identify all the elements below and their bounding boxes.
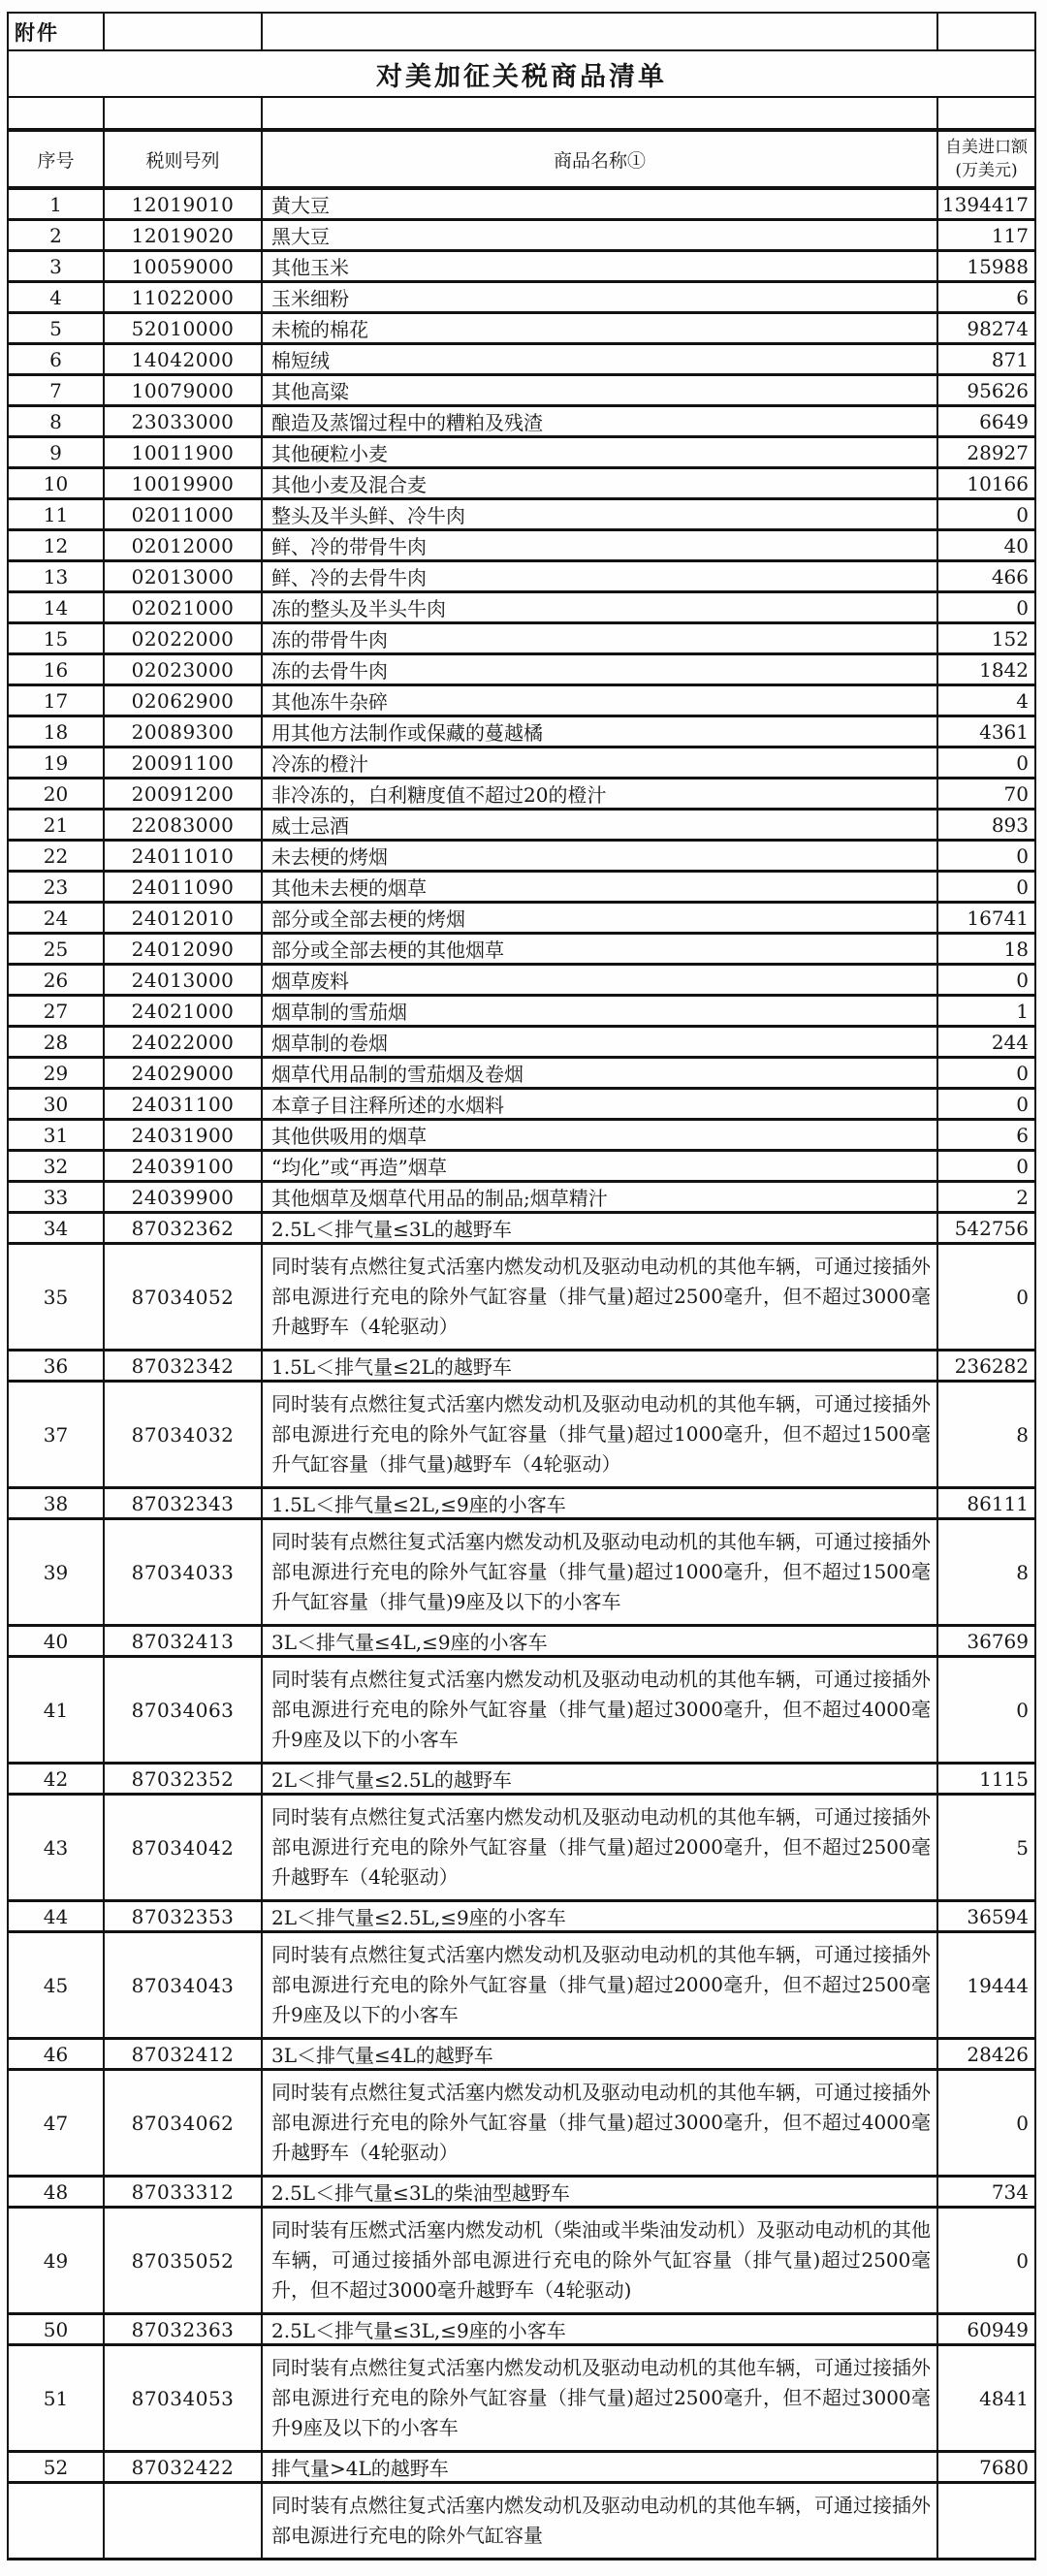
- table-row: [8, 1626, 1035, 1657]
- row-number-cell: 38: [8, 1488, 104, 1519]
- product-name-cell: 玉米细粉: [262, 282, 937, 313]
- table-row: [8, 685, 1035, 716]
- product-name-cell: 同时装有点燃往复式活塞内燃发动机及驱动电动机的其他车辆，可通过接插外部电源进行充电的除外气缸容量: [262, 2483, 937, 2560]
- product-name-cell: 其他高粱: [262, 375, 937, 406]
- import-value-cell: 0: [937, 1151, 1035, 1182]
- row-number-cell: 22: [8, 841, 104, 872]
- row-number-cell: 21: [8, 810, 104, 841]
- row-number-cell: 51: [8, 2345, 104, 2452]
- header-import-value: [937, 130, 1035, 188]
- import-value-cell: 152: [937, 623, 1035, 654]
- tariff-code-cell: 20091100: [104, 747, 262, 779]
- table-row: [8, 437, 1035, 468]
- row-number-cell: 25: [8, 934, 104, 965]
- row-number-cell: 10: [8, 468, 104, 499]
- row-number-cell: 8: [8, 406, 104, 437]
- import-value-cell: 36769: [937, 1626, 1035, 1657]
- tariff-code-cell: 24011090: [104, 872, 262, 903]
- product-name-cell: 冻的带骨牛肉: [262, 623, 937, 654]
- import-value-cell: 18: [937, 934, 1035, 965]
- tariff-code-cell: 20089300: [104, 716, 262, 747]
- table-row: [8, 2070, 1035, 2177]
- header-import-value-line2: (万美元): [955, 161, 1018, 180]
- product-name-cell: 同时装有点燃往复式活塞内燃发动机及驱动电动机的其他车辆，可通过接插外部电源进行充电的除外气缸容量（排气量)超过3000毫升，但不超过4000毫升9座及以下的小客车: [262, 1657, 937, 1764]
- import-value-cell: 15988: [937, 251, 1035, 282]
- tariff-code-cell: 24021000: [104, 996, 262, 1027]
- empty-cell: [937, 13, 1035, 50]
- row-number-cell: 37: [8, 1382, 104, 1488]
- product-name-cell: 非冷冻的，白利糖度值不超过20的橙汁: [262, 779, 937, 810]
- table-row: [8, 1488, 1035, 1519]
- product-name-cell: “均化”或“再造”烟草: [262, 1151, 937, 1182]
- row-number-cell: 27: [8, 996, 104, 1027]
- row-number-cell: 3: [8, 251, 104, 282]
- table-row: [8, 747, 1035, 779]
- table-row: [8, 841, 1035, 872]
- row-number-cell: 11: [8, 499, 104, 530]
- row-number-cell: 41: [8, 1657, 104, 1764]
- import-value-cell: 0: [937, 592, 1035, 623]
- product-name-cell: 冻的去骨牛肉: [262, 654, 937, 685]
- table-row: [8, 2345, 1035, 2452]
- tariff-code-cell: 52010000: [104, 313, 262, 344]
- tariff-code-cell: 87033312: [104, 2177, 262, 2208]
- product-name-cell: 其他小麦及混合麦: [262, 468, 937, 499]
- import-value-cell: 16741: [937, 903, 1035, 934]
- import-value-cell: 1: [937, 996, 1035, 1027]
- row-number-cell: 31: [8, 1120, 104, 1151]
- import-value-cell: 466: [937, 561, 1035, 592]
- table-row: [8, 872, 1035, 903]
- row-number-cell: 32: [8, 1151, 104, 1182]
- import-value-cell: 36594: [937, 1901, 1035, 1932]
- table-row: [8, 1120, 1035, 1151]
- import-value-cell: 1115: [937, 1764, 1035, 1795]
- tariff-code-cell: 24011010: [104, 841, 262, 872]
- tariff-code-cell: 87034052: [104, 1244, 262, 1351]
- table-row: [8, 406, 1035, 437]
- table-row: [8, 1151, 1035, 1182]
- row-number-cell: 35: [8, 1244, 104, 1351]
- product-name-cell: 酿造及蒸馏过程中的糟粕及残渣: [262, 406, 937, 437]
- product-name-cell: 同时装有点燃往复式活塞内燃发动机及驱动电动机的其他车辆，可通过接插外部电源进行充电的除外气缸容量（排气量)超过3000毫升，但不超过4000毫升越野车（4轮驱动）: [262, 2070, 937, 2177]
- product-name-cell: 1.5L＜排气量≤2L的越野车: [262, 1351, 937, 1382]
- row-number-cell: 49: [8, 2208, 104, 2314]
- import-value-cell: 236282: [937, 1351, 1035, 1382]
- import-value-cell: 871: [937, 344, 1035, 375]
- table-row: [8, 530, 1035, 561]
- import-value-cell: 0: [937, 2208, 1035, 2314]
- empty-cell: [104, 97, 262, 130]
- table-row: [8, 2452, 1035, 2483]
- row-number-cell: 45: [8, 1932, 104, 2039]
- tariff-code-cell: 87034062: [104, 2070, 262, 2177]
- tariff-code-cell: 02022000: [104, 623, 262, 654]
- tariff-code-cell: 20091200: [104, 779, 262, 810]
- tariff-code-cell: 24013000: [104, 965, 262, 996]
- product-name-cell: 排气量>4L的越野车: [262, 2452, 937, 2483]
- product-name-cell: 2.5L＜排气量≤3L,≤9座的小客车: [262, 2314, 937, 2345]
- table-row: [8, 934, 1035, 965]
- row-number-cell: 6: [8, 344, 104, 375]
- table-row: [8, 1764, 1035, 1795]
- table-row: [8, 1213, 1035, 1244]
- row-number-cell: 40: [8, 1626, 104, 1657]
- product-name-cell: 2.5L＜排气量≤3L的越野车: [262, 1213, 937, 1244]
- row-number-cell: 7: [8, 375, 104, 406]
- product-name-cell: 鲜、冷的带骨牛肉: [262, 530, 937, 561]
- import-value-cell: 86111: [937, 1488, 1035, 1519]
- tariff-table: [7, 12, 1036, 2560]
- product-name-cell: 棉短绒: [262, 344, 937, 375]
- product-name-cell: 3L＜排气量≤4L,≤9座的小客车: [262, 1626, 937, 1657]
- product-name-cell: 用其他方法制作或保藏的蔓越橘: [262, 716, 937, 747]
- product-name-cell: 部分或全部去梗的烤烟: [262, 903, 937, 934]
- product-name-cell: 未去梗的烤烟: [262, 841, 937, 872]
- tariff-code-cell: 24031100: [104, 1089, 262, 1120]
- import-value-cell: 1842: [937, 654, 1035, 685]
- row-number-cell: 9: [8, 437, 104, 468]
- product-name-cell: 冻的整头及半头牛肉: [262, 592, 937, 623]
- tariff-code-cell: [104, 2483, 262, 2560]
- product-name-cell: 黄大豆: [262, 188, 937, 220]
- title-row: [8, 50, 1035, 97]
- tariff-code-cell: 87034032: [104, 1382, 262, 1488]
- row-number-cell: 19: [8, 747, 104, 779]
- table-row: [8, 1657, 1035, 1764]
- table-row: [8, 1901, 1035, 1932]
- row-number-cell: 36: [8, 1351, 104, 1382]
- row-number-cell: 46: [8, 2039, 104, 2070]
- tariff-code-cell: 12019020: [104, 220, 262, 251]
- tariff-code-cell: 24022000: [104, 1027, 262, 1058]
- import-value-cell: 10166: [937, 468, 1035, 499]
- product-name-cell: 其他玉米: [262, 251, 937, 282]
- tariff-code-cell: 87034042: [104, 1795, 262, 1901]
- product-name-cell: 同时装有点燃往复式活塞内燃发动机及驱动电动机的其他车辆，可通过接插外部电源进行充电的除外气缸容量（排气量)超过2000毫升，但不超过2500毫升9座及以下的小客车: [262, 1932, 937, 2039]
- empty-cell: [104, 13, 262, 50]
- tariff-code-cell: 02023000: [104, 654, 262, 685]
- row-number-cell: 23: [8, 872, 104, 903]
- table-row: [8, 220, 1035, 251]
- product-name-cell: 烟草废料: [262, 965, 937, 996]
- tariff-code-cell: 87034053: [104, 2345, 262, 2452]
- tariff-code-cell: 87034043: [104, 1932, 262, 2039]
- row-number-cell: 26: [8, 965, 104, 996]
- product-name-cell: 同时装有点燃往复式活塞内燃发动机及驱动电动机的其他车辆，可通过接插外部电源进行充电的除外气缸容量（排气量)超过2000毫升，但不超过2500毫升越野车（4轮驱动）: [262, 1795, 937, 1901]
- table-row: [8, 1795, 1035, 1901]
- product-name-cell: 同时装有点燃往复式活塞内燃发动机及驱动电动机的其他车辆，可通过接插外部电源进行充电的除外气缸容量（排气量)超过1000毫升，但不超过1500毫升气缸容量（排气量)9座及以下的小客车: [262, 1519, 937, 1626]
- empty-cell: [262, 97, 937, 130]
- table-row: [8, 2208, 1035, 2314]
- import-value-cell: 28927: [937, 437, 1035, 468]
- product-name-cell: 同时装有点燃往复式活塞内燃发动机及驱动电动机的其他车辆，可通过接插外部电源进行充电的除外气缸容量（排气量)超过2500毫升，但不超过3000毫升9座及以下的小客车: [262, 2345, 937, 2452]
- import-value-cell: 893: [937, 810, 1035, 841]
- attachment-label: 附件: [8, 13, 104, 50]
- product-name-cell: 未梳的棉花: [262, 313, 937, 344]
- product-name-cell: 鲜、冷的去骨牛肉: [262, 561, 937, 592]
- table-row: [8, 779, 1035, 810]
- import-value-cell: 40: [937, 530, 1035, 561]
- product-name-cell: 同时装有点燃往复式活塞内燃发动机及驱动电动机的其他车辆，可通过接插外部电源进行充电的除外气缸容量（排气量)超过1000毫升，但不超过1500毫升气缸容量（排气量)越野车（4轮驱动）: [262, 1382, 937, 1488]
- tariff-code-cell: 24039900: [104, 1182, 262, 1213]
- row-number-cell: 16: [8, 654, 104, 685]
- import-value-cell: 98274: [937, 313, 1035, 344]
- import-value-cell: 7680: [937, 2452, 1035, 2483]
- import-value-cell: 60949: [937, 2314, 1035, 2345]
- tariff-code-cell: 11022000: [104, 282, 262, 313]
- table-row: [8, 1182, 1035, 1213]
- product-name-cell: 其他未去梗的烟草: [262, 872, 937, 903]
- table-row: [8, 2483, 1035, 2560]
- table-row: [8, 344, 1035, 375]
- header-import-value-line1: 自美进口额: [945, 138, 1028, 157]
- product-name-cell: 1.5L＜排气量≤2L,≤9座的小客车: [262, 1488, 937, 1519]
- import-value-cell: 0: [937, 2070, 1035, 2177]
- import-value-cell: 734: [937, 2177, 1035, 2208]
- import-value-cell: 0: [937, 747, 1035, 779]
- tariff-code-cell: 02013000: [104, 561, 262, 592]
- table-row: [8, 188, 1035, 220]
- product-name-cell: 烟草制的雪茄烟: [262, 996, 937, 1027]
- import-value-cell: 1394417: [937, 188, 1035, 220]
- table-row: [8, 251, 1035, 282]
- row-number-cell: 1: [8, 188, 104, 220]
- table-row: [8, 313, 1035, 344]
- tariff-code-cell: 87032353: [104, 1901, 262, 1932]
- import-value-cell: 5: [937, 1795, 1035, 1901]
- import-value-cell: 0: [937, 1058, 1035, 1089]
- empty-cell: [262, 13, 937, 50]
- import-value-cell: 0: [937, 499, 1035, 530]
- tariff-code-cell: 87032343: [104, 1488, 262, 1519]
- table-row: [8, 2039, 1035, 2070]
- tariff-code-cell: 02011000: [104, 499, 262, 530]
- empty-cell: [937, 97, 1035, 130]
- import-value-cell: 117: [937, 220, 1035, 251]
- table-row: [8, 810, 1035, 841]
- tariff-code-cell: 10011900: [104, 437, 262, 468]
- row-number-cell: 34: [8, 1213, 104, 1244]
- import-value-cell: 0: [937, 841, 1035, 872]
- row-number-cell: 18: [8, 716, 104, 747]
- tariff-code-cell: 87032342: [104, 1351, 262, 1382]
- spacer-row: [8, 97, 1035, 130]
- header-serial-number: 序号: [8, 130, 104, 188]
- table-row: [8, 716, 1035, 747]
- tariff-code-cell: 24029000: [104, 1058, 262, 1089]
- tariff-code-cell: 87032412: [104, 2039, 262, 2070]
- row-number-cell: 28: [8, 1027, 104, 1058]
- row-number-cell: 42: [8, 1764, 104, 1795]
- table-row: [8, 1351, 1035, 1382]
- product-name-cell: 2L＜排气量≤2.5L,≤9座的小客车: [262, 1901, 937, 1932]
- row-number-cell: 29: [8, 1058, 104, 1089]
- product-name-cell: 同时装有点燃往复式活塞内燃发动机及驱动电动机的其他车辆，可通过接插外部电源进行充电的除外气缸容量（排气量)超过2500毫升，但不超过3000毫升越野车（4轮驱动）: [262, 1244, 937, 1351]
- table-row: [8, 654, 1035, 685]
- row-number-cell: 52: [8, 2452, 104, 2483]
- row-number-cell: 48: [8, 2177, 104, 2208]
- table-row: [8, 1382, 1035, 1488]
- row-number-cell: 14: [8, 592, 104, 623]
- product-name-cell: 整头及半头鲜、冷牛肉: [262, 499, 937, 530]
- row-number-cell: 24: [8, 903, 104, 934]
- import-value-cell: 0: [937, 965, 1035, 996]
- table-row: [8, 561, 1035, 592]
- empty-cell: [8, 97, 104, 130]
- tariff-code-cell: 24012090: [104, 934, 262, 965]
- table-row: [8, 1244, 1035, 1351]
- table-row: [8, 282, 1035, 313]
- row-number-cell: 50: [8, 2314, 104, 2345]
- tariff-code-cell: 87032362: [104, 1213, 262, 1244]
- page-title: 对美加征关税商品清单: [8, 50, 1035, 97]
- import-value-cell: 2: [937, 1182, 1035, 1213]
- import-value-cell: 95626: [937, 375, 1035, 406]
- row-number-cell: [8, 2483, 104, 2560]
- import-value-cell: 244: [937, 1027, 1035, 1058]
- import-value-cell: 70: [937, 779, 1035, 810]
- import-value-cell: [937, 2483, 1035, 2560]
- row-number-cell: 17: [8, 685, 104, 716]
- row-number-cell: 33: [8, 1182, 104, 1213]
- product-name-cell: 同时装有压燃式活塞内燃发动机（柴油或半柴油发动机）及驱动电动机的其他车辆，可通过接插外部电源进行充电的除外气缸容量（排气量)超过2500毫升，但不超过3000毫升越野车（4轮驱动): [262, 2208, 937, 2314]
- import-value-cell: 19444: [937, 1932, 1035, 2039]
- table-row: [8, 2177, 1035, 2208]
- product-name-cell: 威士忌酒: [262, 810, 937, 841]
- table-row: [8, 468, 1035, 499]
- tariff-code-cell: 10059000: [104, 251, 262, 282]
- tariff-code-cell: 02012000: [104, 530, 262, 561]
- header-tariff-code: 税则号列: [104, 130, 262, 188]
- row-number-cell: 13: [8, 561, 104, 592]
- product-name-cell: 2L＜排气量≤2.5L的越野车: [262, 1764, 937, 1795]
- row-number-cell: 2: [8, 220, 104, 251]
- tariff-code-cell: 87032363: [104, 2314, 262, 2345]
- tariff-code-cell: 02062900: [104, 685, 262, 716]
- import-value-cell: 0: [937, 1657, 1035, 1764]
- tariff-code-cell: 87035052: [104, 2208, 262, 2314]
- product-name-cell: 其他冻牛杂碎: [262, 685, 937, 716]
- table-row: [8, 375, 1035, 406]
- import-value-cell: 0: [937, 1089, 1035, 1120]
- product-name-cell: 2.5L＜排气量≤3L的柴油型越野车: [262, 2177, 937, 2208]
- tariff-code-cell: 24012010: [104, 903, 262, 934]
- product-name-cell: 其他硬粒小麦: [262, 437, 937, 468]
- tariff-code-cell: 24039100: [104, 1151, 262, 1182]
- tariff-code-cell: 10019900: [104, 468, 262, 499]
- table-row: [8, 499, 1035, 530]
- table-row: [8, 965, 1035, 996]
- tariff-code-cell: 87032422: [104, 2452, 262, 2483]
- table-row: [8, 592, 1035, 623]
- product-name-cell: 3L＜排气量≤4L的越野车: [262, 2039, 937, 2070]
- tariff-code-cell: 10079000: [104, 375, 262, 406]
- product-name-cell: 部分或全部去梗的其他烟草: [262, 934, 937, 965]
- product-name-cell: 冷冻的橙汁: [262, 747, 937, 779]
- row-number-cell: 44: [8, 1901, 104, 1932]
- tariff-code-cell: 87034033: [104, 1519, 262, 1626]
- product-name-cell: 其他供吸用的烟草: [262, 1120, 937, 1151]
- row-number-cell: 5: [8, 313, 104, 344]
- import-value-cell: 8: [937, 1382, 1035, 1488]
- import-value-cell: 542756: [937, 1213, 1035, 1244]
- row-number-cell: 15: [8, 623, 104, 654]
- tariff-code-cell: 87032352: [104, 1764, 262, 1795]
- table-row: [8, 1519, 1035, 1626]
- tariff-code-cell: 22083000: [104, 810, 262, 841]
- tariff-code-cell: 02021000: [104, 592, 262, 623]
- import-value-cell: 8: [937, 1519, 1035, 1626]
- table-row: [8, 1058, 1035, 1089]
- row-number-cell: 20: [8, 779, 104, 810]
- tariff-code-cell: 87034063: [104, 1657, 262, 1764]
- tariff-code-cell: 12019010: [104, 188, 262, 220]
- tariff-code-cell: 24031900: [104, 1120, 262, 1151]
- product-name-cell: 其他烟草及烟草代用品的制品;烟草精汁: [262, 1182, 937, 1213]
- row-number-cell: 39: [8, 1519, 104, 1626]
- product-name-cell: 黑大豆: [262, 220, 937, 251]
- tariff-code-cell: 14042000: [104, 344, 262, 375]
- import-value-cell: 6: [937, 282, 1035, 313]
- table-row: [8, 2314, 1035, 2345]
- import-value-cell: 0: [937, 872, 1035, 903]
- table-row: [8, 1932, 1035, 2039]
- row-number-cell: 4: [8, 282, 104, 313]
- row-number-cell: 43: [8, 1795, 104, 1901]
- product-name-cell: 烟草代用品制的雪茄烟及卷烟: [262, 1058, 937, 1089]
- row-number-cell: 30: [8, 1089, 104, 1120]
- table-row: [8, 996, 1035, 1027]
- import-value-cell: 6649: [937, 406, 1035, 437]
- product-name-cell: 烟草制的卷烟: [262, 1027, 937, 1058]
- import-value-cell: 6: [937, 1120, 1035, 1151]
- header-product-name: 商品名称①: [262, 130, 937, 188]
- product-name-cell: 本章子目注释所述的水烟料: [262, 1089, 937, 1120]
- table-row: [8, 623, 1035, 654]
- tariff-code-cell: 23033000: [104, 406, 262, 437]
- attachment-row: [8, 13, 1035, 50]
- column-header-row: [8, 130, 1035, 188]
- import-value-cell: 28426: [937, 2039, 1035, 2070]
- tariff-code-cell: 87032413: [104, 1626, 262, 1657]
- row-number-cell: 47: [8, 2070, 104, 2177]
- import-value-cell: 4841: [937, 2345, 1035, 2452]
- import-value-cell: 4: [937, 685, 1035, 716]
- import-value-cell: 0: [937, 1244, 1035, 1351]
- import-value-cell: 4361: [937, 716, 1035, 747]
- row-number-cell: 12: [8, 530, 104, 561]
- table-row: [8, 903, 1035, 934]
- table-row: [8, 1089, 1035, 1120]
- table-row: [8, 1027, 1035, 1058]
